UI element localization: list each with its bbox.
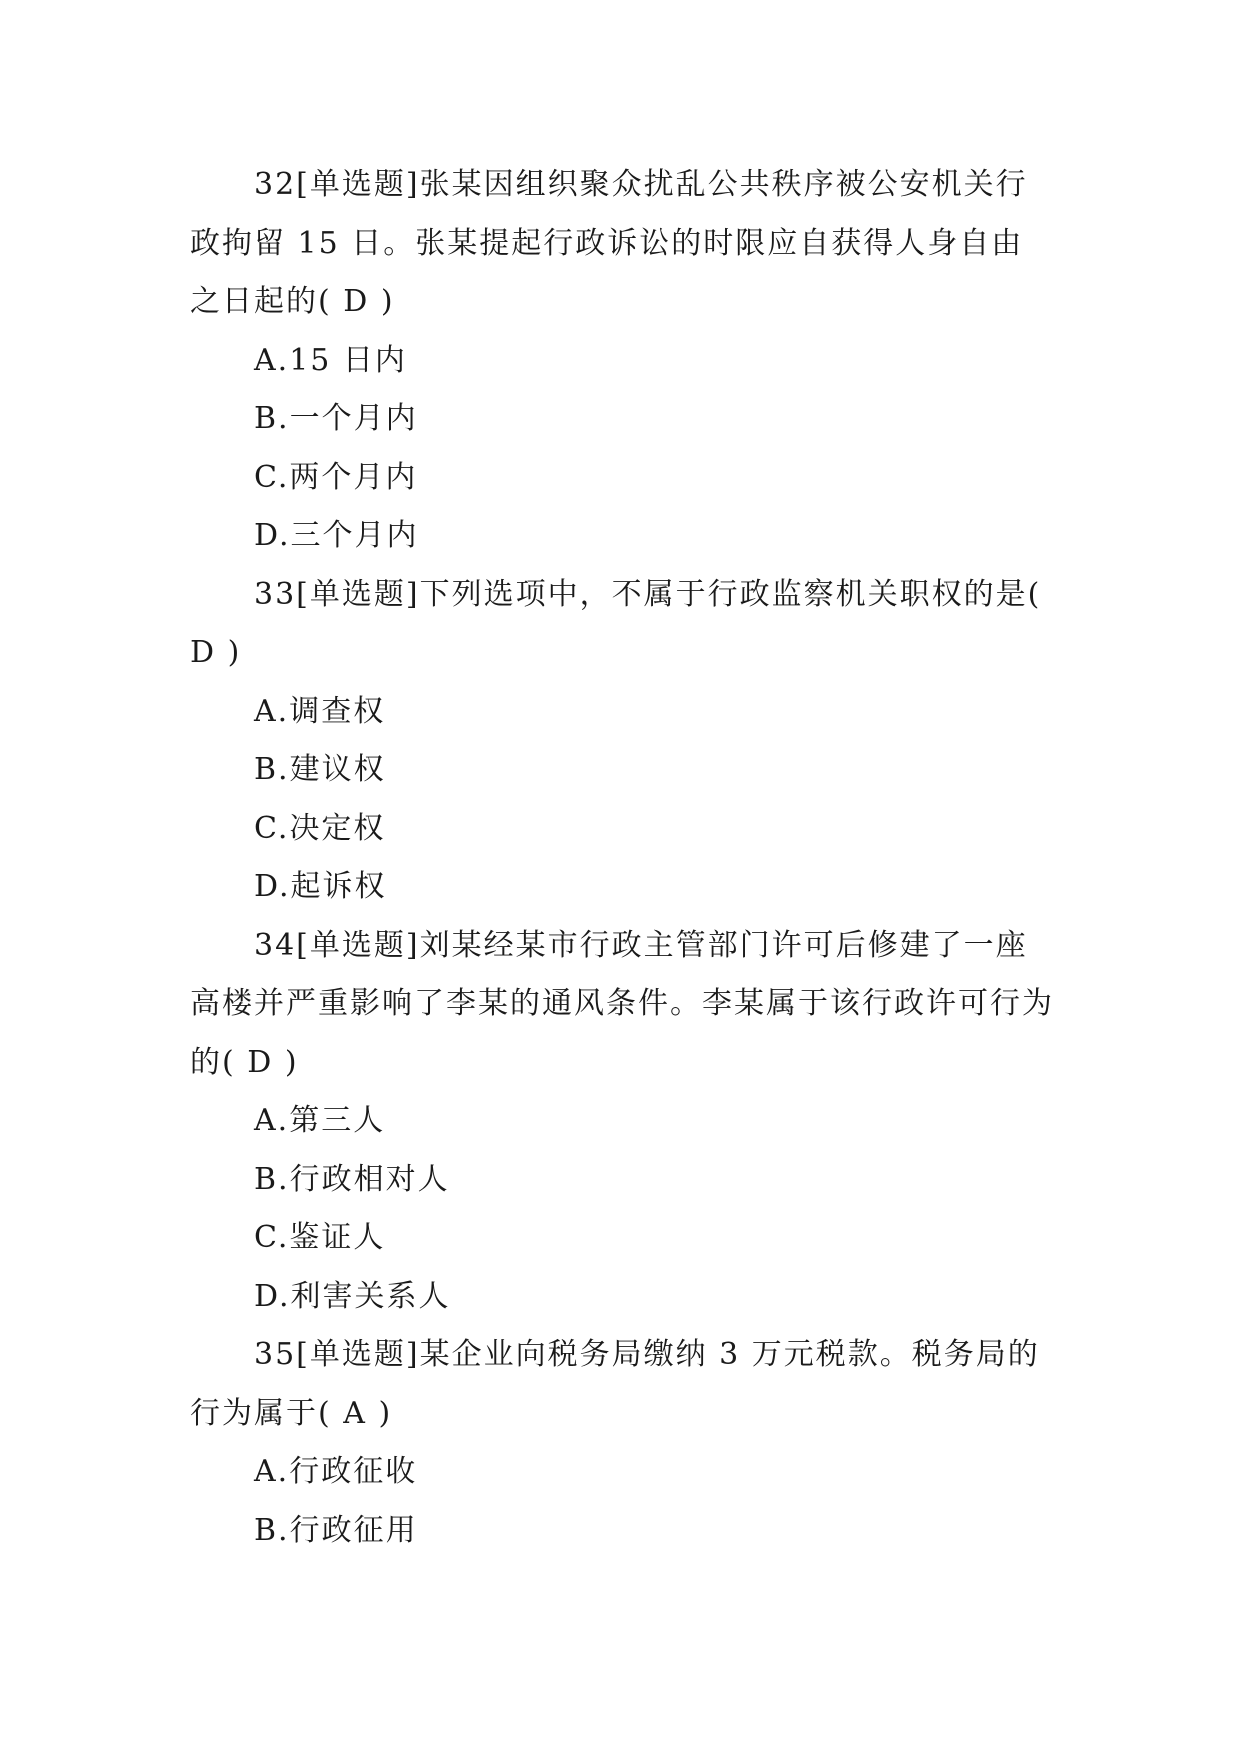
option-a: A.第三人 <box>254 1103 386 1138</box>
option-b: B.建议权 <box>254 752 386 787</box>
option-list <box>190 1443 1054 1560</box>
question-stem: 33[单选题]下列选项中，不属于行政监察机关职权的是( D ) <box>190 576 1042 670</box>
option-d: D.三个月内 <box>254 518 419 553</box>
option-list <box>190 1092 1054 1326</box>
option-a: A.调查权 <box>254 693 386 729</box>
option-a: A.15 日内 <box>254 342 407 378</box>
option-d: D.利害关系人 <box>254 1278 451 1314</box>
option-c: C.两个月内 <box>254 459 418 495</box>
question-35 <box>190 1326 1054 1560</box>
question-33 <box>190 566 1054 917</box>
question-stem: 34[单选题]刘某经某市行政主管部门许可后修建了一座高楼并严重影响了李某的通风条件。李某属于该行政许可行为的( D ) <box>190 927 1054 1080</box>
option-b: B.行政征用 <box>254 1512 418 1548</box>
question-34 <box>190 917 1054 1327</box>
question-32 <box>190 156 1054 566</box>
option-d: D.起诉权 <box>254 869 387 904</box>
option-list <box>190 332 1054 566</box>
question-list <box>190 156 1054 1560</box>
option-c: C.决定权 <box>254 810 386 846</box>
question-stem: 35[单选题]某企业向税务局缴纳 3 万元税款。税务局的行为属于( A ) <box>190 1337 1040 1431</box>
option-b: B.行政相对人 <box>254 1161 450 1197</box>
option-a: A.行政征收 <box>254 1454 418 1489</box>
option-list <box>190 683 1054 917</box>
option-b: B.一个月内 <box>254 401 418 436</box>
question-stem: 32[单选题]张某因组织聚众扰乱公共秩序被公安机关行政拘留 15 日。张某提起行政诉讼的时限应自获得人身自由之日起的( D ) <box>190 167 1028 319</box>
option-c: C.鉴证人 <box>254 1220 386 1255</box>
